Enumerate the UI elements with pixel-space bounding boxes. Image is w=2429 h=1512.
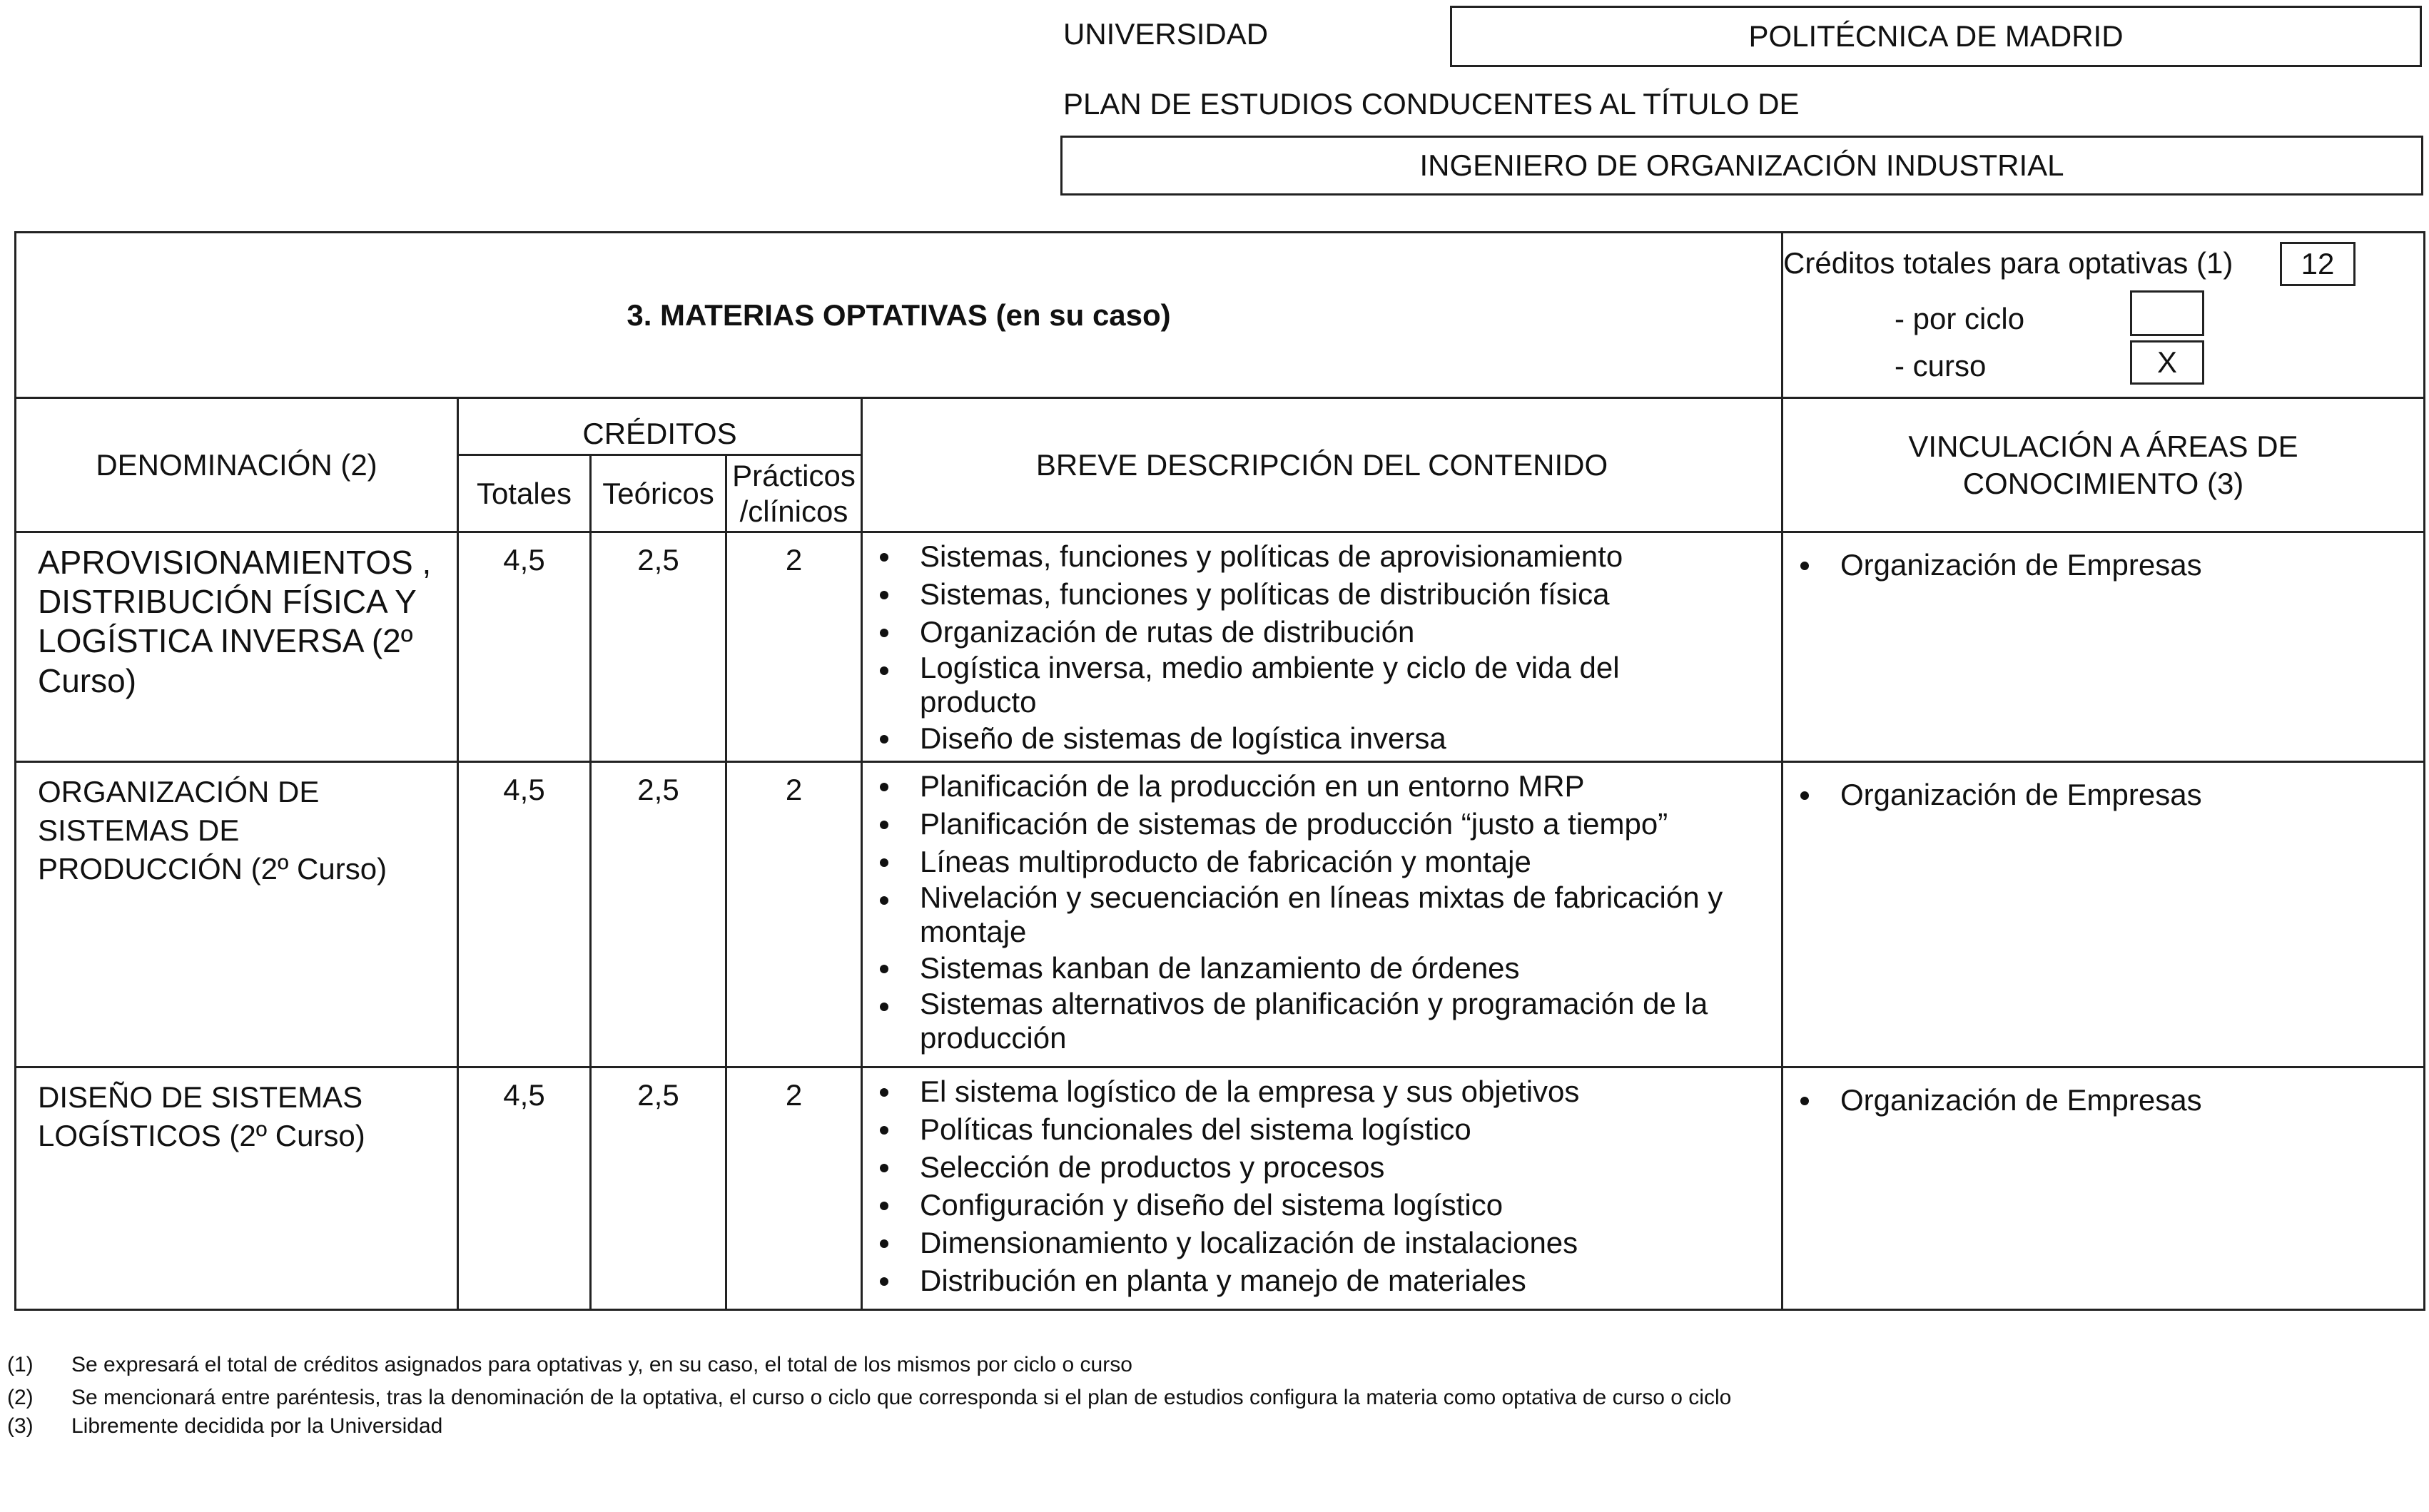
- footnote-number: (1): [7, 1353, 34, 1376]
- row-practicos: 2: [726, 762, 862, 1067]
- row-teoricos: 2,5: [591, 1067, 726, 1310]
- table-row: [16, 532, 2425, 762]
- list-item: El sistema logístico de la empresa y sus objetivos: [920, 1072, 1781, 1110]
- universidad-value: POLITÉCNICA DE MADRID: [1748, 19, 2124, 53]
- footnote: [7, 1414, 442, 1439]
- list-item: Logística inversa, medio ambiente y ciclo de vida del producto: [920, 651, 1781, 719]
- col-vinculacion: [1783, 398, 2425, 532]
- table-row: [16, 762, 2425, 1067]
- creditos-totales-cell: [1783, 233, 2425, 398]
- footnote-text: Libremente decidida por la Universidad: [71, 1414, 443, 1438]
- row-denominacion: APROVISIONAMIENTOS , DISTRIBUCIÓN FÍSICA Y LOGÍSTICA INVERSA (2º Curso): [16, 532, 458, 762]
- col-vinculacion-line1: VINCULACIÓN A ÁREAS DE: [1908, 429, 2298, 463]
- list-item: Dimensionamiento y localización de instalaciones: [920, 1224, 1781, 1262]
- list-item: Planificación de la producción en un entorno MRP: [920, 767, 1781, 805]
- row-teoricos: 2,5: [591, 532, 726, 762]
- table-row: [16, 1067, 2425, 1310]
- footnote-text: Se mencionará entre paréntesis, tras la denominación de la optativa, el curso o ciclo que corresponda si el plan de estudios configura la materia como optativa de curso o ciclo: [71, 1386, 1732, 1409]
- curso-box: [2130, 340, 2204, 385]
- optativas-table: [14, 231, 2425, 1311]
- col-vinculacion-line2: CONOCIMIENTO (3): [1962, 466, 2244, 500]
- col-creditos: CRÉDITOS: [458, 398, 862, 455]
- row-practicos: 2: [726, 1067, 862, 1310]
- row-practicos: 2: [726, 532, 862, 762]
- titulo-value: INGENIERO DE ORGANIZACIÓN INDUSTRIAL: [1419, 148, 2064, 182]
- footnote: [7, 1386, 1731, 1410]
- row-totales: 4,5: [458, 1067, 591, 1310]
- row-area: [1783, 762, 2425, 1067]
- col-totales: Totales: [458, 455, 591, 532]
- list-item: Planificación de sistemas de producción “justo a tiempo”: [920, 805, 1781, 843]
- titulo-value-box: [1060, 136, 2423, 196]
- list-item: Distribución en planta y manejo de materiales: [920, 1262, 1781, 1299]
- plan-label: PLAN DE ESTUDIOS CONDUCENTES AL TÍTULO DE: [1063, 87, 1800, 121]
- row-descripcion: [862, 532, 1783, 762]
- list-item: Sistemas alternativos de planificación y programación de la producción: [920, 987, 1781, 1055]
- list-item: Nivelación y secuenciación en líneas mixtas de fabricación y montaje: [920, 881, 1781, 949]
- curso-value: X: [2157, 345, 2178, 379]
- universidad-value-box: [1450, 6, 2422, 67]
- list-item: Configuración y diseño del sistema logístico: [920, 1186, 1781, 1224]
- section-title: 3. MATERIAS OPTATIVAS (en su caso): [16, 233, 1783, 398]
- row-totales: 4,5: [458, 532, 591, 762]
- por-ciclo-box: [2130, 290, 2204, 336]
- list-item: Sistemas kanban de lanzamiento de órdenes: [920, 949, 1781, 987]
- footnote: [7, 1353, 1132, 1377]
- footnote-text: Se expresará el total de créditos asignados para optativas y, en su caso, el total de los mismos por ciclo o curso: [71, 1353, 1132, 1376]
- list-item: Selección de productos y procesos: [920, 1148, 1781, 1186]
- list-item: Diseño de sistemas de logística inversa: [920, 719, 1781, 757]
- list-item: Sistemas, funciones y políticas de distribución física: [920, 575, 1781, 613]
- row-area: [1783, 1067, 2425, 1310]
- col-teoricos: Teóricos: [591, 455, 726, 532]
- row-denominacion: DISEÑO DE SISTEMAS LOGÍSTICOS (2º Curso): [16, 1067, 458, 1310]
- list-item: Organización de rutas de distribución: [920, 613, 1781, 651]
- creditos-totales-label: Créditos totales para optativas (1): [1783, 246, 2233, 280]
- list-item: Organización de Empresas: [1840, 1081, 2423, 1119]
- list-item: Sistemas, funciones y políticas de aprovisionamiento: [920, 537, 1781, 575]
- col-practicos-line2: /clínicos: [739, 494, 848, 528]
- list-item: Políticas funcionales del sistema logístico: [920, 1110, 1781, 1148]
- row-totales: 4,5: [458, 762, 591, 1067]
- footnote-number: (2): [7, 1386, 34, 1409]
- row-denominacion: ORGANIZACIÓN DE SISTEMAS DE PRODUCCIÓN (2º Curso): [16, 762, 458, 1067]
- universidad-label: UNIVERSIDAD: [1063, 17, 1269, 51]
- row-teoricos: 2,5: [591, 762, 726, 1067]
- row-descripcion: [862, 762, 1783, 1067]
- footnote-number: (3): [7, 1414, 34, 1438]
- row-area: [1783, 532, 2425, 762]
- list-item: Organización de Empresas: [1840, 776, 2423, 813]
- list-item: Organización de Empresas: [1840, 546, 2423, 584]
- creditos-totales-box: [2280, 242, 2356, 286]
- por-ciclo-label: - por ciclo: [1895, 302, 2025, 335]
- creditos-totales-value: 12: [2301, 247, 2335, 280]
- curso-label: - curso: [1895, 349, 1987, 382]
- col-denominacion: DENOMINACIÓN (2): [16, 398, 458, 532]
- row-descripcion: [862, 1067, 1783, 1310]
- col-practicos-line1: Prácticos: [732, 458, 856, 492]
- col-descripcion: BREVE DESCRIPCIÓN DEL CONTENIDO: [862, 398, 1783, 532]
- list-item: Líneas multiproducto de fabricación y montaje: [920, 843, 1781, 881]
- col-practicos: [726, 455, 862, 532]
